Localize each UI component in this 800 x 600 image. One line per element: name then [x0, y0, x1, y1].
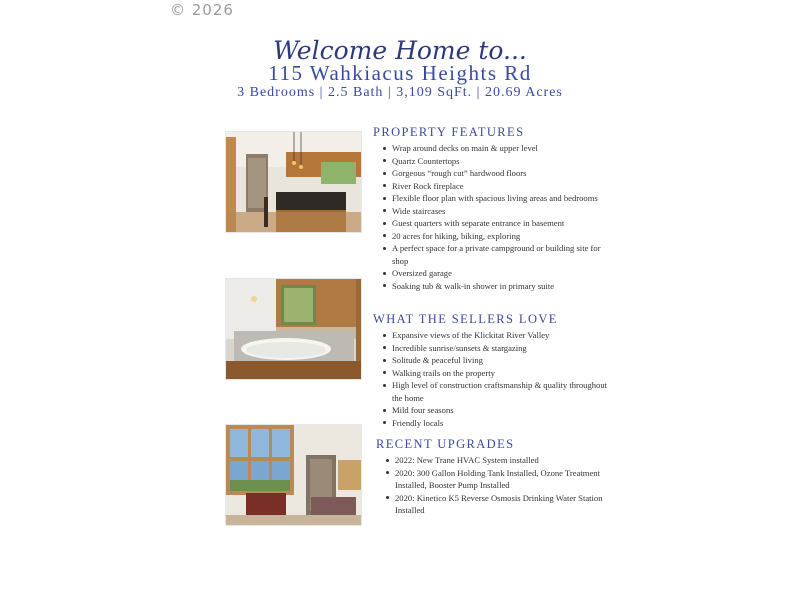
list-item: Wide staircases	[383, 205, 613, 218]
list-item: Quartz Countertops	[383, 155, 613, 168]
property-stats: 3 Bedrooms | 2.5 Bath | 3,109 SqFt. | 20.69 Acres	[237, 85, 563, 100]
list-item: High level of construction craftsmanship & quality throughout the home	[383, 379, 613, 404]
list-item: Guest quarters with separate entrance in basement	[383, 217, 613, 230]
list-item: 20 acres for hiking, biking, exploring	[383, 230, 613, 243]
bathroom-photo	[226, 279, 361, 379]
list-item: A perfect space for a private campground or building site for shop	[383, 242, 613, 267]
welcome-heading: Welcome Home to...	[273, 36, 527, 65]
list-item: Incredible sunrise/sunsets & stargazing	[383, 342, 613, 355]
sellers-love-section	[373, 312, 613, 429]
list-item: Oversized garage	[383, 267, 613, 280]
list-item: Expansive views of the Klickitat River Valley	[383, 329, 613, 342]
upgrades-list	[376, 454, 616, 517]
list-item: 2020: 300 Gallon Holding Tank Installed, Ozone Treatment Installed, Booster Pump Installed	[386, 467, 616, 492]
list-item: 2022: New Trane HVAC System installed	[386, 454, 616, 467]
section-title: PROPERTY FEATURES	[373, 125, 525, 139]
feature-list	[373, 142, 613, 292]
list-item: River Rock fireplace	[383, 180, 613, 193]
list-item: Mild four seasons	[383, 404, 613, 417]
list-item: Walking trails on the property	[383, 367, 613, 380]
kitchen-photo	[226, 132, 361, 232]
list-item: Wrap around decks on main & upper level	[383, 142, 613, 155]
list-item: Friendly locals	[383, 417, 613, 430]
copyright-notice: © 2026	[170, 1, 234, 19]
list-item: Gorgeous “rough cut” hardwood floors	[383, 167, 613, 180]
list-item: Flexible floor plan with spacious living areas and bedrooms	[383, 192, 613, 205]
property-features-section	[373, 125, 613, 292]
sellers-love-list	[373, 329, 613, 429]
list-item: 2020: Kinetico K5 Reverse Osmosis Drinking Water Station Installed	[386, 492, 616, 517]
recent-upgrades-section	[376, 437, 616, 517]
property-address: 115 Wahkiacus Heights Rd	[268, 61, 532, 85]
list-item: Solitude & peaceful living	[383, 354, 613, 367]
section-title: WHAT THE SELLERS LOVE	[373, 312, 558, 326]
section-title: RECENT UPGRADES	[376, 437, 515, 451]
living-room-photo	[226, 425, 361, 525]
list-item: Soaking tub & walk-in shower in primary suite	[383, 280, 613, 293]
